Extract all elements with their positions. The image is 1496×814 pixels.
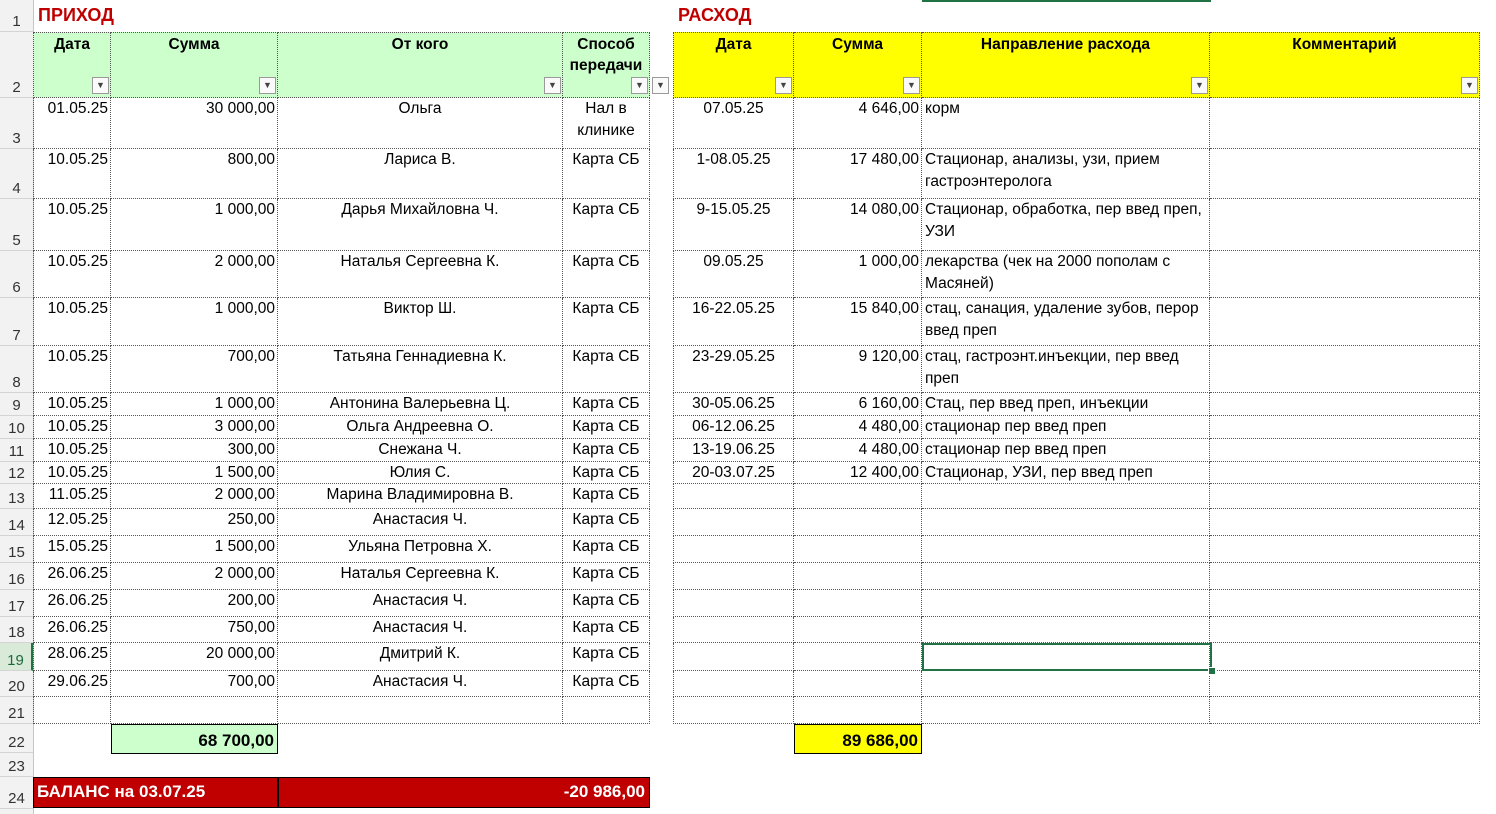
expense-cell-comment[interactable] — [1210, 590, 1480, 617]
income-cell-from[interactable]: Лариса В. — [278, 149, 563, 199]
income-cell-from[interactable] — [278, 697, 563, 724]
income-cell-date[interactable]: 10.05.25 — [33, 393, 111, 416]
expense-cell-sum[interactable] — [794, 590, 922, 617]
row-number[interactable]: 21 — [0, 697, 33, 724]
income-header-date[interactable]: Дата — [33, 32, 111, 98]
expense-cell-date[interactable]: 1-08.05.25 — [673, 149, 794, 199]
expense-cell-date[interactable] — [673, 643, 794, 671]
expense-cell-date[interactable] — [673, 484, 794, 509]
expense-cell-sum[interactable]: 4 646,00 — [794, 98, 922, 149]
expense-header-direction[interactable]: Направление расхода — [922, 32, 1210, 98]
income-cell-from[interactable]: Анастасия Ч. — [278, 590, 563, 617]
expense-cell-date[interactable]: 20-03.07.25 — [673, 462, 794, 484]
expense-cell-sum[interactable] — [794, 563, 922, 590]
income-title: ПРИХОД — [38, 5, 115, 25]
income-cell-sum[interactable]: 1 000,00 — [111, 298, 278, 346]
expense-cell-direction[interactable] — [922, 617, 1210, 643]
expense-header-sum[interactable]: Сумма — [794, 32, 922, 98]
expense-cell-sum[interactable]: 17 480,00 — [794, 149, 922, 199]
income-cell-date[interactable]: 10.05.25 — [33, 346, 111, 393]
row-number[interactable]: 23 — [0, 753, 33, 777]
expense-cell-sum[interactable]: 9 120,00 — [794, 346, 922, 393]
expense-cell-comment[interactable] — [1210, 643, 1480, 671]
expense-total[interactable]: 89 686,00 — [794, 724, 922, 754]
filter-dropdown-button[interactable]: ▼ — [544, 77, 561, 94]
expense-cell-comment[interactable] — [1210, 98, 1480, 149]
income-cell-method[interactable]: Карта СБ — [563, 298, 650, 346]
row-number[interactable]: 8 — [0, 346, 33, 393]
expense-cell-date[interactable] — [673, 671, 794, 697]
income-cell-sum[interactable]: 2 000,00 — [111, 251, 278, 298]
income-cell-from[interactable]: Ольга Андреевна О. — [278, 416, 563, 439]
cell-selection[interactable] — [922, 643, 1212, 671]
row-number[interactable]: 19 — [0, 643, 33, 671]
expense-cell-date[interactable]: 09.05.25 — [673, 251, 794, 298]
income-cell-sum[interactable]: 2 000,00 — [111, 484, 278, 509]
expense-cell-comment[interactable] — [1210, 484, 1480, 509]
income-cell-method[interactable]: Карта СБ — [563, 536, 650, 563]
row-number[interactable]: 15 — [0, 536, 33, 563]
income-cell-date[interactable]: 12.05.25 — [33, 509, 111, 536]
expense-cell-date[interactable] — [673, 590, 794, 617]
income-cell-sum[interactable]: 1 000,00 — [111, 199, 278, 251]
income-cell-from[interactable]: Наталья Сергеевна К. — [278, 251, 563, 298]
filter-dropdown-button[interactable]: ▼ — [903, 77, 920, 94]
income-cell-date[interactable]: 26.06.25 — [33, 590, 111, 617]
income-cell-method[interactable]: Карта СБ — [563, 346, 650, 393]
expense-cell-direction[interactable]: стац, гастроэнт.инъекции, пер введ преп — [922, 346, 1210, 393]
expense-cell-comment[interactable] — [1210, 617, 1480, 643]
expense-cell-date[interactable] — [673, 697, 794, 724]
income-cell-from[interactable]: Татьяна Геннадиевна К. — [278, 346, 563, 393]
balance-value[interactable]: -20 986,00 — [278, 777, 650, 808]
row-number[interactable]: 11 — [0, 439, 33, 462]
expense-header-comment[interactable]: Комментарий — [1210, 32, 1480, 98]
income-cell-sum[interactable]: 2 000,00 — [111, 563, 278, 590]
expense-cell-direction[interactable]: стац, санация, удаление зубов, перор введ преп — [922, 298, 1210, 346]
income-cell-date[interactable] — [33, 697, 111, 724]
expense-cell-comment[interactable] — [1210, 298, 1480, 346]
income-cell-sum[interactable]: 300,00 — [111, 439, 278, 462]
income-cell-from[interactable]: Наталья Сергеевна К. — [278, 563, 563, 590]
income-cell-from[interactable]: Виктор Ш. — [278, 298, 563, 346]
income-cell-sum[interactable]: 200,00 — [111, 590, 278, 617]
expense-cell-direction[interactable] — [922, 536, 1210, 563]
income-cell-method[interactable]: Карта СБ — [563, 484, 650, 509]
expense-cell-comment[interactable] — [1210, 439, 1480, 462]
row-number[interactable]: 14 — [0, 509, 33, 536]
expense-cell-comment[interactable] — [1210, 416, 1480, 439]
expense-cell-direction[interactable]: Стационар, обработка, пер введ преп, УЗИ — [922, 199, 1210, 251]
expense-cell-date[interactable]: 07.05.25 — [673, 98, 794, 149]
row-number[interactable]: 9 — [0, 393, 33, 416]
income-cell-from[interactable]: Антонина Валерьевна Ц. — [278, 393, 563, 416]
income-header-method[interactable]: Способ передачи — [563, 32, 650, 98]
expense-cell-sum[interactable]: 14 080,00 — [794, 199, 922, 251]
income-cell-date[interactable]: 29.06.25 — [33, 671, 111, 697]
row-number[interactable]: 12 — [0, 462, 33, 484]
income-cell-sum[interactable]: 250,00 — [111, 509, 278, 536]
expense-cell-direction[interactable]: корм — [922, 98, 1210, 149]
expense-cell-comment[interactable] — [1210, 563, 1480, 590]
income-cell-date[interactable]: 10.05.25 — [33, 199, 111, 251]
expense-cell-direction[interactable]: Стационар, УЗИ, пер введ преп — [922, 462, 1210, 484]
expense-cell-sum[interactable]: 4 480,00 — [794, 439, 922, 462]
filter-dropdown-button[interactable]: ▼ — [652, 77, 669, 94]
income-cell-method[interactable]: Карта СБ — [563, 439, 650, 462]
expense-cell-comment[interactable] — [1210, 149, 1480, 199]
expense-cell-sum[interactable]: 6 160,00 — [794, 393, 922, 416]
balance-label[interactable]: БАЛАНС на 03.07.25 — [33, 777, 278, 808]
income-cell-sum[interactable]: 30 000,00 — [111, 98, 278, 149]
filter-dropdown-button[interactable]: ▼ — [1191, 77, 1208, 94]
income-cell-date[interactable]: 10.05.25 — [33, 439, 111, 462]
row-number[interactable]: 18 — [0, 617, 33, 643]
income-cell-method[interactable]: Карта СБ — [563, 643, 650, 671]
income-cell-date[interactable]: 26.06.25 — [33, 563, 111, 590]
expense-cell-date[interactable]: 23-29.05.25 — [673, 346, 794, 393]
expense-cell-sum[interactable]: 15 840,00 — [794, 298, 922, 346]
income-cell-from[interactable]: Анастасия Ч. — [278, 671, 563, 697]
income-cell-sum[interactable]: 1 000,00 — [111, 393, 278, 416]
income-cell-from[interactable]: Анастасия Ч. — [278, 509, 563, 536]
expense-cell-direction[interactable]: стационар пер введ преп — [922, 439, 1210, 462]
income-header-sum[interactable]: Сумма — [111, 32, 278, 98]
income-cell-from[interactable]: Ольга — [278, 98, 563, 149]
income-cell-sum[interactable]: 3 000,00 — [111, 416, 278, 439]
expense-cell-date[interactable] — [673, 617, 794, 643]
income-cell-sum[interactable]: 700,00 — [111, 671, 278, 697]
expense-cell-comment[interactable] — [1210, 509, 1480, 536]
row-number[interactable]: 17 — [0, 590, 33, 617]
income-cell-method[interactable]: Карта СБ — [563, 617, 650, 643]
income-cell-from[interactable]: Снежана Ч. — [278, 439, 563, 462]
income-cell-method[interactable]: Карта СБ — [563, 393, 650, 416]
income-cell-date[interactable]: 26.06.25 — [33, 617, 111, 643]
income-cell-date[interactable]: 28.06.25 — [33, 643, 111, 671]
expense-cell-comment[interactable] — [1210, 462, 1480, 484]
filter-dropdown-button[interactable]: ▼ — [259, 77, 276, 94]
expense-cell-date[interactable] — [673, 536, 794, 563]
income-cell-from[interactable]: Дмитрий К. — [278, 643, 563, 671]
row-number[interactable]: 16 — [0, 563, 33, 590]
income-cell-method[interactable]: Карта СБ — [563, 199, 650, 251]
row-number[interactable]: 13 — [0, 484, 33, 509]
income-cell-sum[interactable]: 800,00 — [111, 149, 278, 199]
income-cell-date[interactable]: 11.05.25 — [33, 484, 111, 509]
row-number[interactable]: 20 — [0, 671, 33, 697]
row-number[interactable]: 22 — [0, 724, 33, 753]
income-cell-date[interactable]: 10.05.25 — [33, 251, 111, 298]
expense-cell-date[interactable] — [673, 509, 794, 536]
expense-cell-direction[interactable]: Стац, пер введ преп, инъекции — [922, 393, 1210, 416]
expense-cell-date[interactable]: 16-22.05.25 — [673, 298, 794, 346]
income-cell-method[interactable]: Карта СБ — [563, 671, 650, 697]
income-cell-sum[interactable]: 1 500,00 — [111, 536, 278, 563]
row-number[interactable]: 2 — [0, 32, 33, 98]
expense-cell-comment[interactable] — [1210, 697, 1480, 724]
expense-cell-direction[interactable]: лекарства (чек на 2000 пополам с Масяней) — [922, 251, 1210, 298]
income-cell-method[interactable]: Карта СБ — [563, 563, 650, 590]
income-total[interactable]: 68 700,00 — [111, 724, 278, 754]
income-cell-date[interactable]: 10.05.25 — [33, 416, 111, 439]
income-cell-sum[interactable]: 20 000,00 — [111, 643, 278, 671]
income-cell-date[interactable]: 15.05.25 — [33, 536, 111, 563]
row-number[interactable]: 1 — [0, 0, 33, 32]
active-column-indicator — [922, 0, 1211, 2]
filter-dropdown-button[interactable]: ▼ — [1461, 77, 1478, 94]
expense-cell-comment[interactable] — [1210, 346, 1480, 393]
expense-cell-direction[interactable] — [922, 697, 1210, 724]
expense-cell-date[interactable]: 13-19.06.25 — [673, 439, 794, 462]
expense-cell-direction[interactable] — [922, 509, 1210, 536]
expense-cell-date[interactable]: 30-05.06.25 — [673, 393, 794, 416]
row-number[interactable]: 7 — [0, 298, 33, 346]
expense-cell-direction[interactable] — [922, 563, 1210, 590]
income-cell-sum[interactable] — [111, 697, 278, 724]
income-cell-date[interactable]: 10.05.25 — [33, 149, 111, 199]
income-cell-method[interactable]: Карта СБ — [563, 149, 650, 199]
income-cell-method[interactable]: Карта СБ — [563, 509, 650, 536]
filter-dropdown-button[interactable]: ▼ — [775, 77, 792, 94]
filter-dropdown-button[interactable]: ▼ — [631, 77, 648, 94]
income-cell-from[interactable]: Юлия С. — [278, 462, 563, 484]
income-cell-method[interactable]: Карта СБ — [563, 251, 650, 298]
expense-cell-sum[interactable]: 4 480,00 — [794, 416, 922, 439]
expense-cell-sum[interactable] — [794, 697, 922, 724]
expense-cell-sum[interactable] — [794, 509, 922, 536]
income-cell-method[interactable]: Нал в клинике — [563, 98, 650, 149]
filter-dropdown-button[interactable]: ▼ — [92, 77, 109, 94]
expense-cell-direction[interactable] — [922, 484, 1210, 509]
fill-handle[interactable] — [1208, 667, 1216, 675]
expense-cell-sum[interactable]: 12 400,00 — [794, 462, 922, 484]
expense-cell-date[interactable] — [673, 563, 794, 590]
row-number[interactable]: 5 — [0, 199, 33, 251]
expense-cell-sum[interactable]: 1 000,00 — [794, 251, 922, 298]
income-cell-date[interactable]: 10.05.25 — [33, 462, 111, 484]
income-cell-sum[interactable]: 750,00 — [111, 617, 278, 643]
row-number[interactable]: 4 — [0, 149, 33, 199]
row-number[interactable]: 24 — [0, 777, 33, 809]
income-header-from[interactable]: От кого — [278, 32, 563, 98]
expense-cell-comment[interactable] — [1210, 251, 1480, 298]
income-cell-from[interactable]: Дарья Михайловна Ч. — [278, 199, 563, 251]
income-cell-method[interactable]: Карта СБ — [563, 590, 650, 617]
income-cell-date[interactable]: 10.05.25 — [33, 298, 111, 346]
expense-cell-comment[interactable] — [1210, 671, 1480, 697]
expense-cell-direction[interactable] — [922, 671, 1210, 697]
expense-cell-comment[interactable] — [1210, 536, 1480, 563]
expense-cell-comment[interactable] — [1210, 393, 1480, 416]
expense-cell-sum[interactable] — [794, 484, 922, 509]
expense-cell-sum[interactable] — [794, 671, 922, 697]
row-number[interactable]: 3 — [0, 98, 33, 149]
expense-cell-date[interactable]: 06-12.06.25 — [673, 416, 794, 439]
expense-cell-sum[interactable] — [794, 643, 922, 671]
income-cell-from[interactable]: Ульяна Петровна Х. — [278, 536, 563, 563]
row-number[interactable]: 6 — [0, 251, 33, 298]
expense-cell-comment[interactable] — [1210, 199, 1480, 251]
expense-header-date[interactable]: Дата — [673, 32, 794, 98]
expense-cell-direction[interactable]: стационар пер введ преп — [922, 416, 1210, 439]
expense-title: РАСХОД — [678, 5, 752, 25]
income-cell-from[interactable]: Марина Владимировна В. — [278, 484, 563, 509]
income-cell-method[interactable]: Карта СБ — [563, 416, 650, 439]
expense-cell-direction[interactable] — [922, 590, 1210, 617]
income-cell-sum[interactable]: 1 500,00 — [111, 462, 278, 484]
income-cell-sum[interactable]: 700,00 — [111, 346, 278, 393]
expense-cell-date[interactable]: 9-15.05.25 — [673, 199, 794, 251]
income-cell-from[interactable]: Анастасия Ч. — [278, 617, 563, 643]
income-cell-date[interactable]: 01.05.25 — [33, 98, 111, 149]
row-number[interactable]: 10 — [0, 416, 33, 439]
expense-cell-sum[interactable] — [794, 536, 922, 563]
income-cell-method[interactable]: Карта СБ — [563, 462, 650, 484]
expense-cell-sum[interactable] — [794, 617, 922, 643]
income-cell-method[interactable] — [563, 697, 650, 724]
expense-cell-direction[interactable]: Стационар, анализы, узи, прием гастроэнтеролога — [922, 149, 1210, 199]
